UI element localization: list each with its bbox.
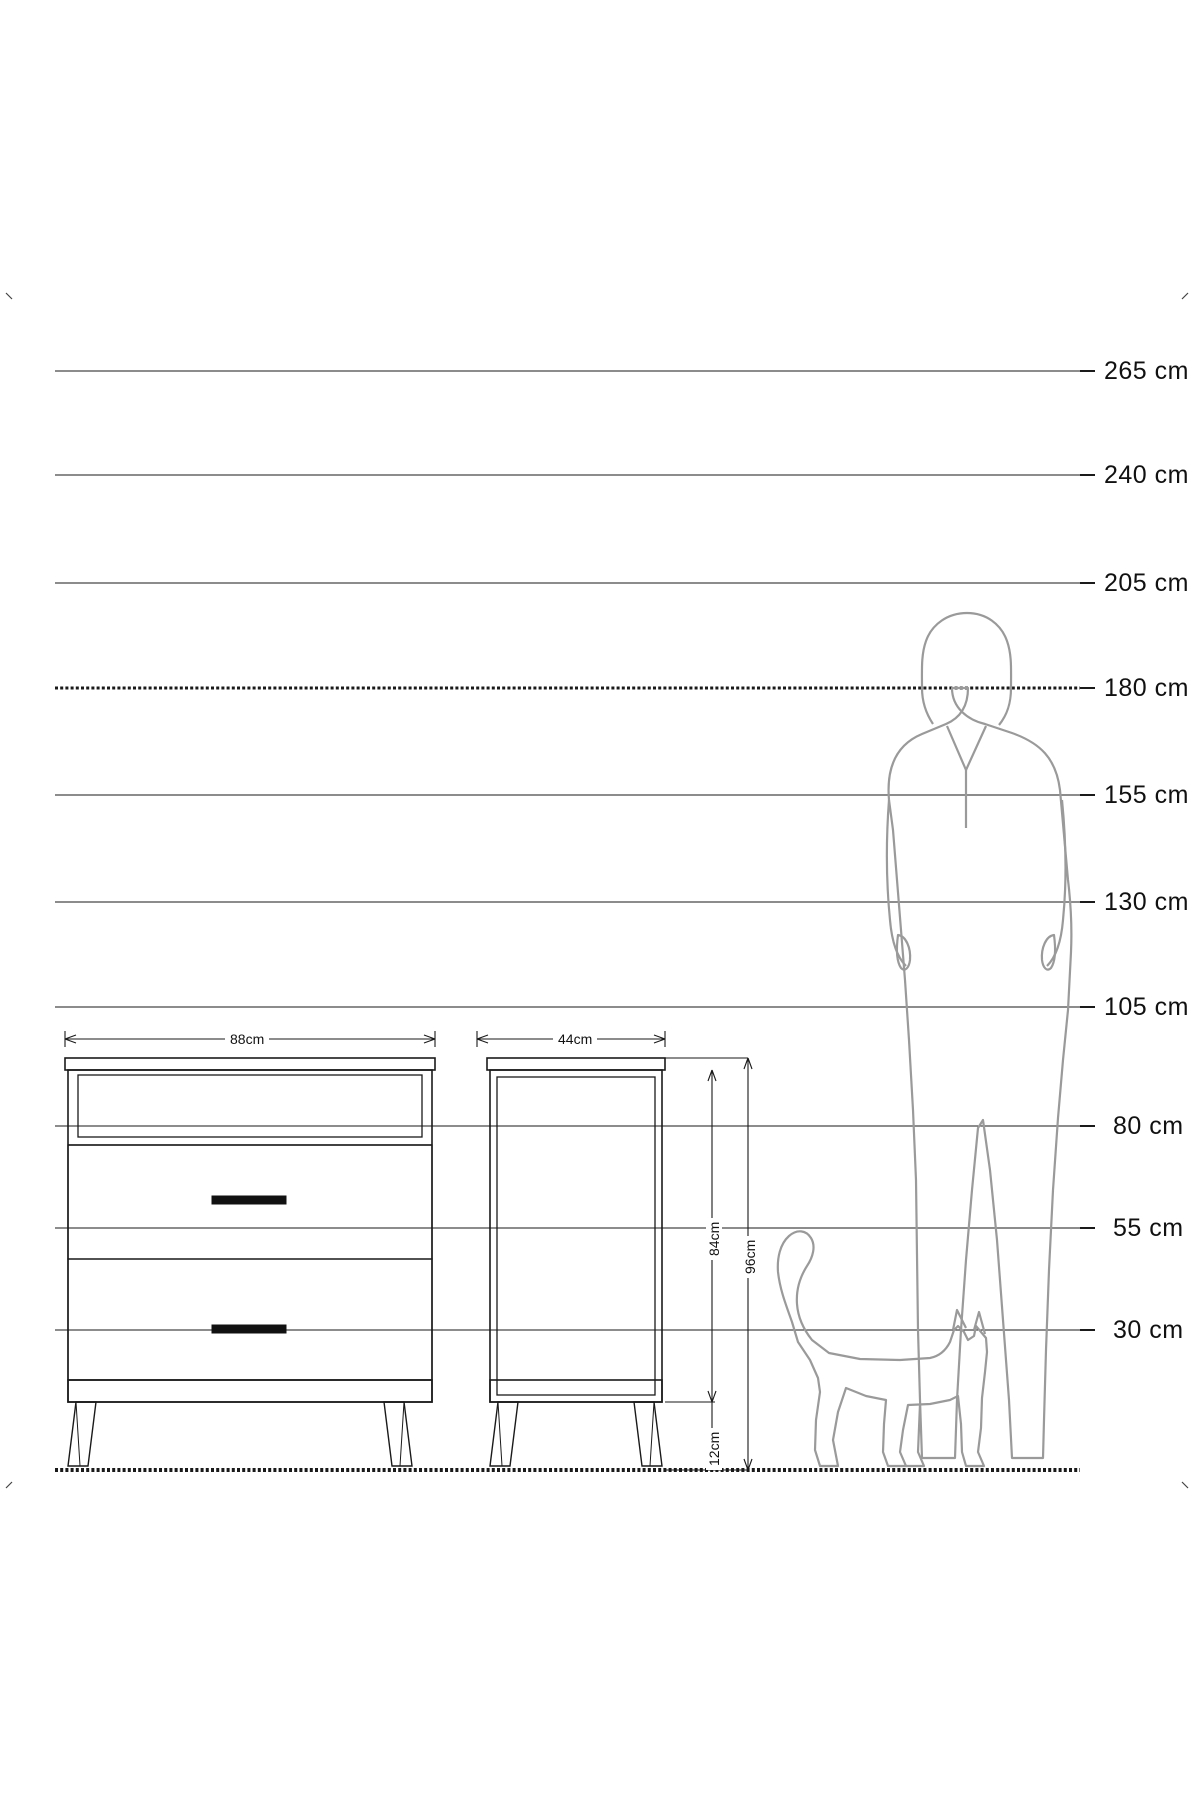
- dimension-label-44cm: 44cm: [553, 1031, 597, 1047]
- scale-label-240: 240 cm: [1104, 461, 1189, 489]
- dimension-label-84cm: 84cm: [706, 1218, 722, 1260]
- scale-label-265: 265 cm: [1104, 357, 1189, 385]
- registration-marks: [6, 293, 1188, 1488]
- scale-label-130: 130 cm: [1104, 888, 1189, 916]
- dimension-label-96cm: 96cm: [742, 1236, 758, 1278]
- chest-of-drawers: [65, 1058, 435, 1466]
- dimension-label-12cm: 12cm: [706, 1428, 722, 1470]
- scale-label-155: 155 cm: [1104, 781, 1189, 809]
- tall-cabinet: [487, 1058, 665, 1466]
- scale-label-105: 105 cm: [1104, 993, 1189, 1021]
- scale-label-80: 80 cm: [1113, 1112, 1184, 1140]
- scale-label-55: 55 cm: [1113, 1214, 1184, 1242]
- scale-label-30: 30 cm: [1113, 1316, 1184, 1344]
- scale-label-205: 205 cm: [1104, 569, 1189, 597]
- dimension-label-88cm: 88cm: [225, 1031, 269, 1047]
- dimension-heights: [665, 1058, 752, 1470]
- scale-label-180: 180 cm: [1104, 674, 1189, 702]
- scale-lines: [55, 371, 1095, 1330]
